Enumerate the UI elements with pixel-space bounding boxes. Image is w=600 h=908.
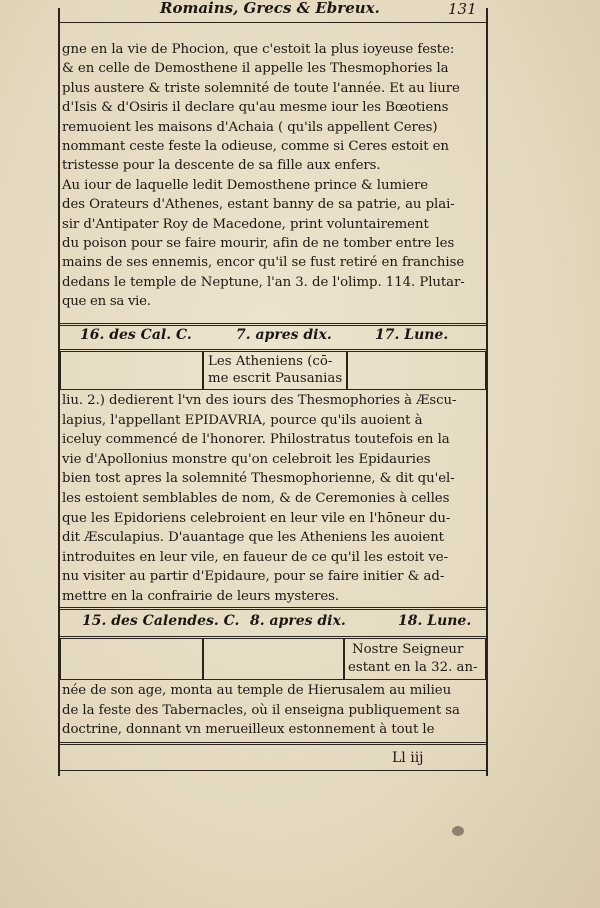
running-header: Romains, Grecs & Ebreux. (160, 0, 380, 17)
calendar-entry-line: Les Atheniens (cō- (208, 354, 333, 369)
text-line: née de son age, monta au temple de Hierusalem au milieu (62, 683, 452, 698)
header-rule (58, 22, 488, 23)
calendar-moon: 18. Lune. (398, 613, 472, 629)
text-line: des Orateurs d'Athenes, estant banny de sa patrie, au plai- (62, 197, 455, 213)
calendar-moon: 17. Lune. (375, 327, 449, 343)
calendar-cell-empty (60, 351, 203, 390)
text-line: mettre en la confrairie de leurs mysteres. (62, 589, 339, 604)
text-line: dit Æsculapius. D'auantage que les Atheniens les auoient (62, 530, 444, 546)
calendar-cell-empty (60, 638, 203, 680)
calendar-decade: 8. apres dix. (250, 613, 346, 629)
calendar-day: 15. des Calendes. C. (82, 613, 240, 629)
calendar-rule (58, 349, 488, 350)
text-line: & en celle de Demosthene il appelle les Thesmophories la (62, 61, 449, 77)
text-line: tristesse pour la descente de sa fille aux enfers. (62, 158, 381, 174)
calendar-cell-empty (347, 351, 486, 390)
text-line: vie d'Apollonius monstre qu'on celebroit les Epidauries (62, 451, 431, 467)
text-line: nommant ceste feste la odieuse, comme si Ceres estoit en (62, 139, 449, 154)
text-line: que en sa vie. (62, 294, 151, 310)
text-line: Au iour de laquelle ledit Demosthene prince & lumiere (62, 177, 429, 193)
calendar-entry-line: estant en la 32. an- (348, 660, 478, 675)
text-line: que les Epidoriens celebroient en leur vile en l'hōneur du- (62, 510, 451, 526)
text-line: mains de ses ennemis, encor qu'il se fust retiré en franchise (62, 255, 465, 271)
text-line: plus austere & triste solemnité de toute l'année. Et au liure (62, 80, 460, 96)
calendar-decade: 7. apres dix. (236, 327, 332, 343)
text-line: bien tost apres la solemnité Thesmophorienne, & dit qu'el- (62, 471, 455, 487)
text-line: doctrine, donnant vn merueilleux estonnement à tout le (62, 722, 435, 737)
page-number: 131 (448, 0, 477, 18)
calendar-rule (58, 636, 488, 637)
calendar-rule (58, 607, 488, 610)
footer-rule (58, 742, 488, 745)
calendar-day: 16. des Cal. C. (80, 327, 192, 343)
text-line: remuoient les maisons d'Achaia ( qu'ils appellent Ceres) (62, 119, 438, 135)
calendar-rule (58, 323, 488, 326)
text-line: dedans le temple de Neptune, l'an 3. de l'olimp. 114. Plutar- (62, 274, 465, 290)
calendar-entry-line: Nostre Seigneur (352, 642, 464, 657)
text-line: nu visiter au partir d'Epidaure, pour se faire initier & ad- (62, 569, 445, 585)
text-line: les estoient semblables de nom, & de Ceremonies à celles (62, 491, 450, 506)
footer-rule (58, 770, 488, 771)
text-line: sir d'Antipater Roy de Macedone, print voluntairement (62, 216, 429, 232)
signature-mark: Ll iij (392, 750, 424, 766)
text-line: introduites en leur vile, en faueur de ce qu'il les estoit ve- (62, 549, 448, 565)
text-line: gne en la vie de Phocion, que c'estoit la plus ioyeuse feste: (62, 42, 455, 57)
ink-spot (452, 826, 464, 836)
calendar-cell-empty (203, 638, 344, 680)
text-line: liu. 2.) dedierent l'vn des iours des Thesmophories à Æscu- (62, 393, 457, 408)
text-line: de la feste des Tabernacles, où il enseigna publiquement sa (62, 702, 460, 718)
text-line: lapius, l'appellant EPIDAVRIA, pource qu'ils auoient à (62, 412, 423, 428)
calendar-entry-line: me escrit Pausanias (208, 371, 343, 386)
text-line: du poison pour se faire mourir, afin de ne tomber entre les (62, 236, 455, 251)
text-line: iceluy commencé de l'honorer. Philostratus toutefois en la (62, 432, 450, 448)
page-border-right (486, 8, 488, 776)
text-line: d'Isis & d'Osiris il declare qu'au mesme iour les Bœotiens (62, 100, 449, 116)
